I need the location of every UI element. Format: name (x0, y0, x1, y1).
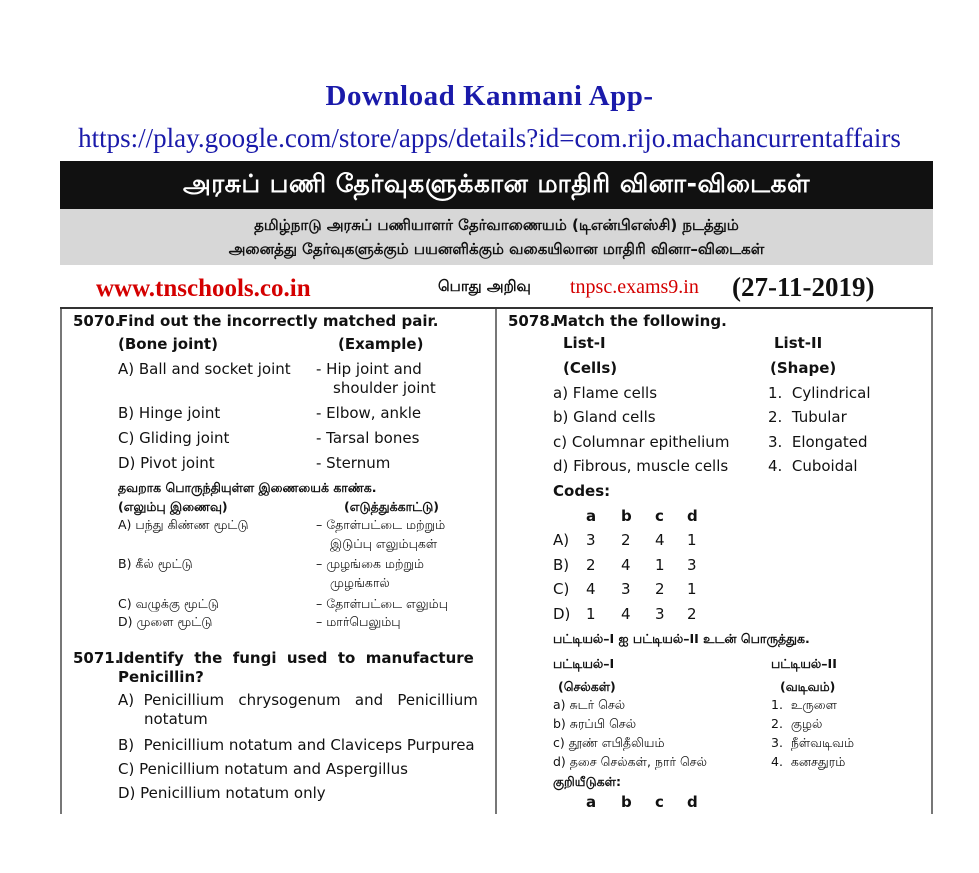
tamil-option-item: C) வழுக்கு மூட்டு (118, 596, 219, 611)
question-number: 5078. (508, 312, 556, 330)
option-item: B) Hinge joint (118, 404, 221, 422)
tamil-list-item: 2. குழல் (771, 716, 823, 731)
option-match: - Elbow, ankle (316, 404, 422, 422)
tamil-list-item: 4. கனசதுரம் (771, 754, 846, 769)
option-item: A) Ball and socket joint (118, 360, 291, 378)
tamil-codes-label: குறியீடுகள்: (553, 774, 621, 789)
list-header: List-II (774, 334, 823, 352)
codes-value: 2 (687, 605, 697, 623)
codes-option: C) (553, 580, 570, 598)
tamil-option-item: A) பந்து கிண்ண மூட்டு (118, 517, 249, 532)
option-match: - Sternum (316, 454, 391, 472)
tamil-list-subheader: (வடிவம்) (780, 679, 836, 694)
option-item: C) Gliding joint (118, 429, 230, 447)
tamil-question-text: தவறாக பொருந்தியுள்ள இணையைக் காண்க. (118, 480, 377, 495)
tamil-list-item: b) சுரப்பி செல் (553, 716, 637, 731)
list-header: List-I (563, 334, 606, 352)
codes-header: c (655, 507, 664, 525)
tamil-column-header: (எலும்பு இணைவு) (118, 499, 228, 514)
document-banner (60, 161, 933, 209)
list-item: a) Flame cells (553, 384, 658, 402)
option-item: D) Penicillium notatum only (118, 784, 326, 802)
codes-label: Codes: (553, 482, 611, 500)
codes-value: 4 (621, 556, 631, 574)
codes-header: b (621, 507, 632, 525)
codes-value: 4 (655, 531, 665, 549)
exams-site-url[interactable]: tnpsc.exams9.in (570, 276, 699, 298)
question-number: 5070. (73, 312, 121, 330)
column-header: (Bone joint) (118, 335, 218, 353)
codes-value: 3 (586, 531, 596, 549)
list-subheader: (Cells) (563, 359, 618, 377)
option-item: B) Penicillium notatum and Claviceps Purpurea (118, 736, 475, 754)
tamil-codes-header: b (621, 793, 632, 811)
list-subheader: (Shape) (770, 359, 837, 377)
download-url-link[interactable]: https://play.google.com/store/apps/details?id=com.rijo.machancurrentaffairs (78, 123, 901, 153)
tamil-option-match: – தோள்பட்டை எலும்பு (316, 596, 449, 611)
list-item: d) Fibrous, muscle cells (553, 457, 729, 475)
codes-value: 3 (687, 556, 697, 574)
tamil-option-match: – தோள்பட்டை மற்றும் (316, 517, 446, 532)
general-knowledge-label: பொது அறிவு (438, 277, 531, 295)
codes-value: 2 (621, 531, 631, 549)
codes-value: 1 (586, 605, 596, 623)
option-item: notatum (144, 710, 208, 728)
codes-value: 3 (655, 605, 665, 623)
option-item: C) Penicillium notatum and Aspergillus (118, 760, 408, 778)
tamil-option-item: B) கீல் மூட்டு (118, 556, 193, 571)
tamil-list-item: a) சுடர் செல் (553, 697, 626, 712)
tamil-option-match: முழங்கால் (330, 575, 390, 590)
codes-option: B) (553, 556, 570, 574)
codes-value: 1 (655, 556, 665, 574)
download-title: Download Kanmani App- (325, 80, 654, 112)
tamil-list-item: c) தூண் எபிதீலியம் (553, 735, 665, 750)
tamil-list-item: 1. உருளை (771, 697, 837, 712)
codes-option: A) (553, 531, 570, 549)
option-item: D) Pivot joint (118, 454, 215, 472)
document-subhead (60, 209, 933, 265)
column-header: (Example) (338, 335, 424, 353)
codes-value: 2 (586, 556, 596, 574)
tamil-question-text: பட்டியல்–I ஐ பட்டியல்–II உடன் பொருத்துக. (553, 631, 810, 646)
subhead-line-1: தமிழ்நாடு அரசுப் பணியாளர் தேர்வாணையம் (டிஎன்பிஎஸ்சி) நடத்தும் (254, 216, 739, 234)
tamil-list-header: பட்டியல்–I (553, 656, 615, 671)
codes-header: a (586, 507, 597, 525)
tamil-list-item: 3. நீள்வடிவம் (771, 735, 855, 750)
option-match: shoulder joint (333, 379, 436, 397)
codes-option: D) (553, 605, 571, 623)
codes-header: d (687, 507, 698, 525)
list-item: 4. Cuboidal (768, 457, 858, 475)
codes-value: 1 (687, 531, 697, 549)
site-line (60, 272, 933, 307)
tamil-list-subheader: (செல்கள்) (558, 679, 616, 694)
tamil-option-match: – மார்பெலும்பு (316, 614, 401, 629)
codes-value: 3 (621, 580, 631, 598)
tamil-option-match: இடுப்பு எலும்புகள் (330, 536, 438, 551)
list-item: c) Columnar epithelium (553, 433, 730, 451)
option-item: A) Penicillium chrysogenum and Penicillium (118, 691, 478, 709)
question-text: Identify the fungi used to manufacture (118, 649, 474, 667)
list-item: b) Gland cells (553, 408, 656, 426)
option-match: - Tarsal bones (316, 429, 420, 447)
codes-value: 1 (687, 580, 697, 598)
tamil-list-header: பட்டியல்–II (771, 656, 837, 671)
tamil-codes-header: a (586, 793, 597, 811)
codes-value: 4 (586, 580, 596, 598)
question-text: Match the following. (553, 312, 727, 330)
tamil-column-header: (எடுத்துக்காட்டு) (344, 499, 439, 514)
question-text: Find out the incorrectly matched pair. (118, 312, 439, 330)
tamil-codes-header: c (655, 793, 664, 811)
list-item: 2. Tubular (768, 408, 847, 426)
tamil-list-item: d) தசை செல்கள், நார் செல் (553, 754, 707, 769)
codes-value: 2 (655, 580, 665, 598)
subhead-line-2: அனைத்து தேர்வுகளுக்கும் பயனளிக்கும் வகையிலான மாதிரி வினா–விடைகள் (228, 240, 765, 258)
question-text: Penicillin? (118, 668, 204, 686)
option-match: - Hip joint and (316, 360, 422, 378)
tamil-option-match: – முழங்கை மற்றும் (316, 556, 424, 571)
banner-text: அரசுப் பணி தேர்வுகளுக்கான மாதிரி வினா-விடைகள் (182, 168, 811, 198)
divider-column (495, 309, 497, 814)
document-date: (27-11-2019) (732, 272, 875, 302)
codes-value: 4 (621, 605, 631, 623)
tamil-codes-header: d (687, 793, 698, 811)
tamil-option-item: D) முளை மூட்டு (118, 614, 213, 629)
divider-left (60, 309, 62, 814)
list-item: 3. Elongated (768, 433, 868, 451)
site-url[interactable]: www.tnschools.co.in (96, 275, 311, 302)
question-number: 5071. (73, 649, 121, 667)
divider-right (931, 309, 933, 814)
list-item: 1. Cylindrical (768, 384, 871, 402)
